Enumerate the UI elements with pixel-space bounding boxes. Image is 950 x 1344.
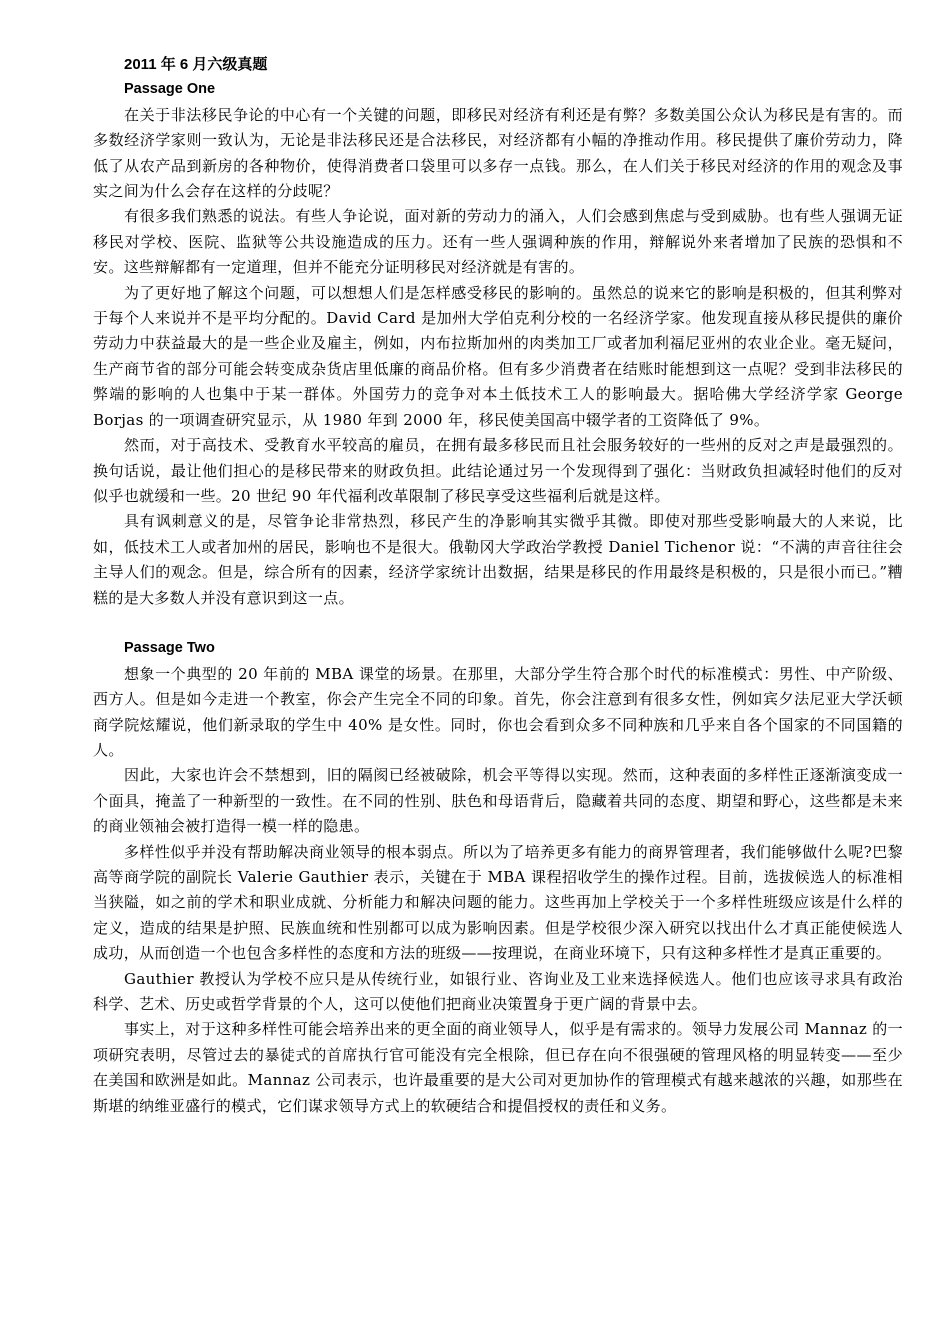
document-page — [93, 52, 903, 1119]
passage-one-heading: Passage One — [124, 81, 216, 98]
passage-two-paragraph-1: 想象一个典型的 20 年前的 MBA 课堂的场景。在那里，大部分学生符合那个时代的标准模式：男性、中产阶级、西方人。但是如今走进一个教室，你会产生完全不同的印象。首先，你会注意到有很多女性，例如宾夕法尼亚大学沃顿商学院炫耀说，他们新录取的学生中 40% 是女性。同时，你也会看到众多不同种族和几乎来自各个国家的不同国籍的人。 — [93, 664, 903, 759]
passage-two-heading: Passage Two — [124, 640, 215, 657]
passage-one-paragraph-1: 在关于非法移民争论的中心有一个关键的问题，即移民对经济有利还是有弊？多数美国公众认为移民是有害的。而多数经济学家则一致认为，无论是非法移民还是合法移民，对经济都有小幅的净推动作用。移民提供了廉价劳动力，降低了从农产品到新房的各种物价，使得消费者口袋里可以多存一点钱。那么，在人们关于移民对经济的作用的观念及事实之间为什么会存在这样的分歧呢？ — [93, 105, 903, 201]
document-title: 2011 年 6 月六级真题 — [124, 56, 268, 73]
passage-one-paragraph-2: 有很多我们熟悉的说法。有些人争论说，面对新的劳动力的涌入，人们会感到焦虑与受到威胁。也有些人强调无证移民对学校、医院、监狱等公共设施造成的压力。还有一些人强调种族的作用，辩解说外来者增加了民族的恐惧和不安。这些辩解都有一定道理，但并不能充分证明移民对经济就是有害的。 — [93, 207, 903, 277]
passage-one-paragraph-3: 为了更好地了解这个问题，可以想想人们是怎样感受移民的影响的。虽然总的说来它的影响是积极的，但其利弊对于每个人来说并不是平均分配的。David Card 是加州大学伯克利分校的一名经济学家。他发现直接从移民提供的廉价劳动力中获益最大的是一些企业及雇主，例如，内布拉斯加州的肉类加工厂或者加利福尼亚州的农业企业。毫无疑问，生产商节省的部分可能会转变成杂货店里低廉的商品价格。但有多少消费者在结账时能想到这一点呢？受到非法移民的弊端的影响的人也集中于某一群体。外国劳力的竞争对本土低技术工人的影响最大。据哈佛大学经济学家 George Borjas 的一项调查研究显示，从 1980 年到 2000 年，移民使美国高中辍学者的工资降低了 9%。 — [93, 283, 903, 429]
section-spacer — [93, 611, 903, 636]
passage-one-paragraph-4: 然而，对于高技术、受教育水平较高的雇员，在拥有最多移民而且社会服务较好的一些州的反对之声是最强烈的。换句话说，最让他们担心的是移民带来的财政负担。此结论通过另一个发现得到了强化：当财政负担减轻时他们的反对似乎也就缓和一些。20 世纪 90 年代福利改革限制了移民享受这些福利后就是这样。 — [93, 436, 903, 505]
passage-two-paragraph-3: 多样性似乎并没有帮助解决商业领导的根本弱点。所以为了培养更多有能力的商界管理者，我们能够做什么呢?巴黎高等商学院的副院长 Valerie Gauthier 表示，关键在于 MBA 课程招收学生的操作过程。目前，选拔候选人的标准相当狭隘，如之前的学术和职业成就、分析能力和解决问题的能力。这些再加上学校关于一个多样性班级应该是什么样的定义，造成的结果是护照、民族血统和性别都可以成为影响因素。但是学校很少深入研究以找出什么才真正能使候选人成功，从而创造一个也包含多样性的态度和方法的班级——按理说，在商业环境下，只有这种多样性才是真正重要的。 — [93, 842, 903, 963]
passage-two-paragraph-2: 因此，大家也许会不禁想到，旧的隔阂已经被破除，机会平等得以实现。然而，这种表面的多样性正逐渐演变成一个面具，掩盖了一种新型的一致性。在不同的性别、肤色和母语背后，隐藏着共同的态度、期望和野心，这些都是未来的商业领袖会被打造得一模一样的隐患。 — [93, 766, 903, 836]
passage-one-paragraph-5: 具有讽刺意义的是，尽管争论非常热烈，移民产生的净影响其实微乎其微。即使对那些受影响最大的人来说，比如，低技术工人或者加州的居民，影响也不是很大。俄勒冈大学政治学教授 Daniel Tichenor 说：“不满的声音往往会主导人们的观念。但是，综合所有的因素，经济学家统计出数据，结果是移民的作用最终是积极的，只是很小而已。”糟糕的是大多数人并没有意识到这一点。 — [93, 512, 903, 607]
passage-two-paragraph-5: 事实上，对于这种多样性可能会培养出来的更全面的商业领导人，似乎是有需求的。领导力发展公司 Mannaz 的一项研究表明，尽管过去的暴徒式的首席执行官可能没有完全根除，但已存在向不很强硬的管理风格的明显转变——至少在美国和欧洲是如此。Mannaz 公司表示，也许最重要的是大公司对更加协作的管理模式有越来越浓的兴趣，如那些在斯堪的纳维亚盛行的模式，它们谋求领导方式上的软硬结合和提倡授权的责任和义务。 — [93, 1020, 903, 1115]
passage-two-paragraph-4: Gauthier 教授认为学校不应只是从传统行业，如银行业、咨询业及工业来选择候选人。他们也应该寻求具有政治科学、艺术、历史或哲学背景的个人，这可以使他们把商业决策置身于更广阔的背景中去。 — [93, 969, 903, 1014]
